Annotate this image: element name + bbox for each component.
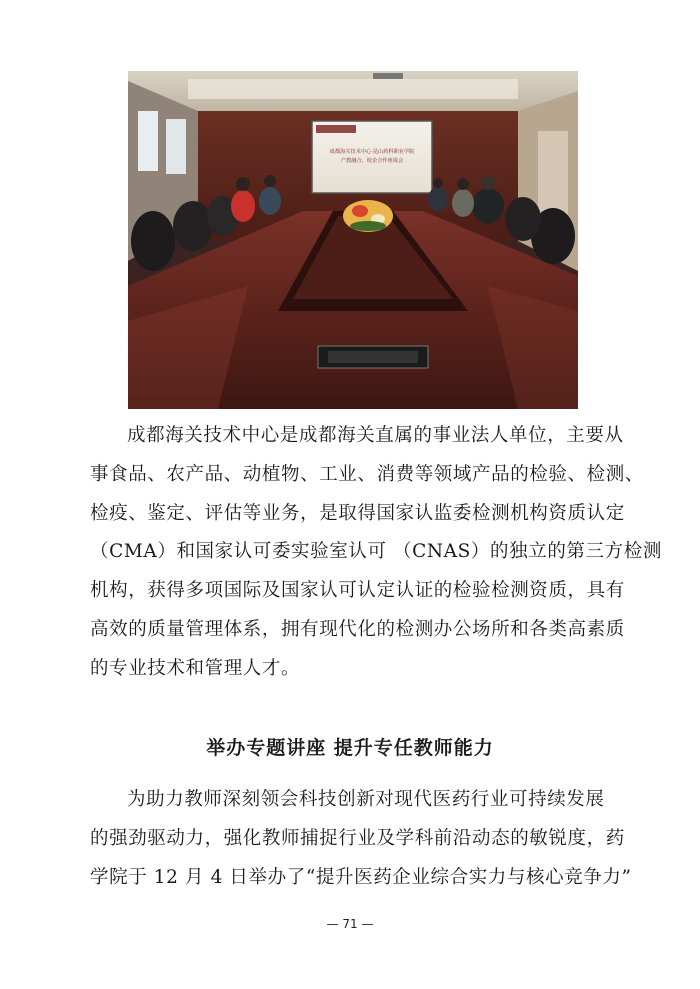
paragraph-line: 成都海关技术中心是成都海关直属的事业法人单位，主要从 <box>127 425 624 446</box>
meeting-photo <box>128 71 578 409</box>
paragraph-line: 的专业技术和管理人才。 <box>90 657 301 679</box>
paragraph-line: 机构，获得多项国际及国家认可认定认证的检验检测资质，具有 <box>90 580 625 602</box>
paragraph-line: 为助力教师深刻领会科技创新对现代医药行业可持续发展 <box>127 789 605 810</box>
paragraph-line: 检疫、鉴定、评估等业务，是取得国家认监委检测机构资质认定 <box>90 502 625 524</box>
lecture-paragraph <box>90 781 632 897</box>
paragraph-line: 学院于 12 月 4 日举办了“提升医药企业综合实力与核心竞争力” <box>90 866 632 888</box>
page-number: — 71 — <box>326 917 374 931</box>
paragraph-line: 的强劲驱动力，强化教师捕捉行业及学科前沿动态的敏锐度，药 <box>90 827 625 849</box>
screen-title-line2: 产教融合、校企合作座谈会 <box>340 158 404 164</box>
screen-title-line1: 成都海关技术中心·昆山药科职业学院 <box>329 149 415 155</box>
paragraph-line: 事食品、农产品、动植物、工业、消费等领域产品的检验、检测、 <box>90 463 644 485</box>
paragraph-line: 高效的质量管理体系，拥有现代化的检测办公场所和各类高素质 <box>90 618 625 640</box>
section-heading: 举办专题讲座 提升专任教师能力 <box>206 737 494 759</box>
paragraph-line: （CMA）和国家认可委实验室认可 （CNAS）的独立的第三方检测 <box>90 541 662 563</box>
intro-paragraph <box>90 417 662 689</box>
